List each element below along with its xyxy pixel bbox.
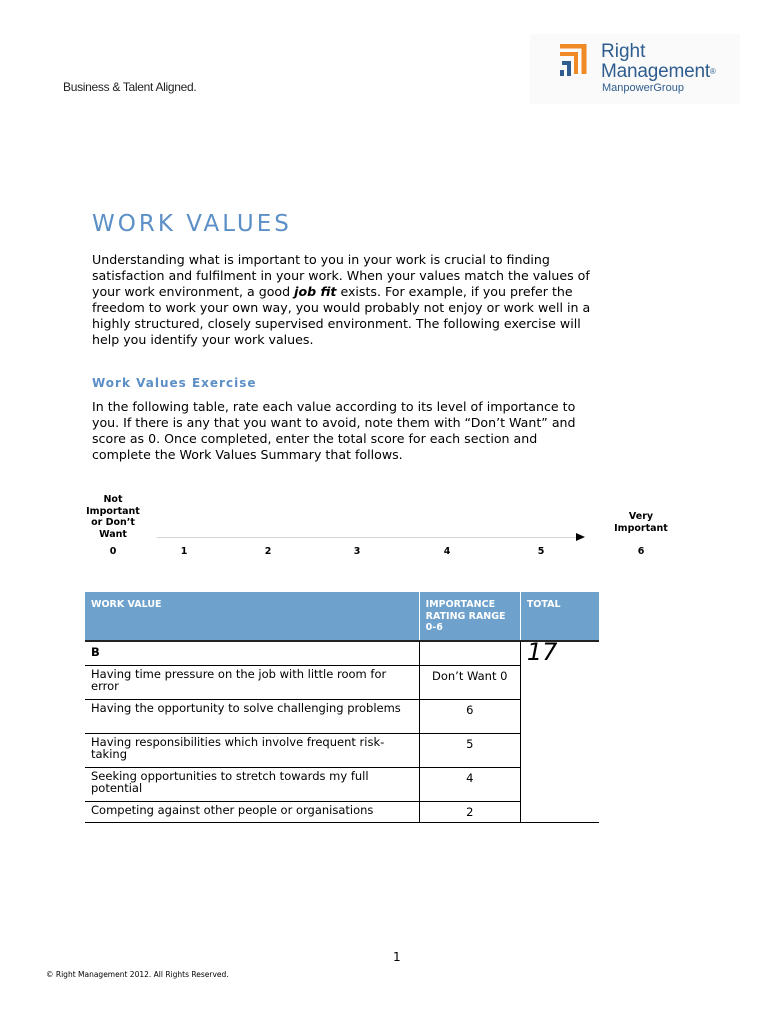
section-row bbox=[85, 641, 599, 666]
scale-arrow-icon bbox=[576, 533, 585, 541]
logo-word-right: Right bbox=[601, 41, 646, 62]
work-value-cell: Seeking opportunities to stretch towards my full potential bbox=[85, 767, 419, 801]
intro-text-before: Understanding what is important to you in your work is crucial to finding satisfaction and fulfilment in your work. When your values match the values of your work environment, a good bbox=[92, 252, 590, 299]
work-values-table bbox=[85, 592, 599, 823]
rating-cell[interactable]: Don’t Want 0 bbox=[419, 665, 520, 699]
intro-emphasis: job fit bbox=[294, 284, 337, 299]
header-total: TOTAL bbox=[520, 592, 599, 641]
scale-low-label: Not Important or Don’t Want bbox=[86, 494, 140, 540]
intro-paragraph bbox=[92, 252, 592, 348]
logo-word-management bbox=[601, 62, 716, 81]
scale-tick-4: 4 bbox=[443, 546, 451, 557]
header-importance-rating: IMPORTANCE RATING RANGE 0-6 bbox=[419, 592, 520, 641]
scale-tick-2: 2 bbox=[264, 546, 272, 557]
scale-high-label: Very Important bbox=[614, 511, 668, 534]
section-rating-cell[interactable] bbox=[419, 641, 520, 666]
logo-manpowergroup: ManpowerGroup bbox=[602, 82, 684, 94]
table-header-row bbox=[85, 592, 599, 641]
scale-tick-5: 5 bbox=[537, 546, 545, 557]
section-label: B bbox=[85, 641, 419, 666]
work-value-cell: Having time pressure on the job with little room for error bbox=[85, 665, 419, 699]
total-value: 17 bbox=[526, 637, 558, 666]
logo-registered-mark: ® bbox=[709, 67, 716, 76]
right-management-logo bbox=[530, 34, 740, 104]
rating-cell[interactable]: 4 bbox=[419, 767, 520, 801]
tagline: Business & Talent Aligned. bbox=[63, 80, 197, 94]
rating-cell[interactable]: 2 bbox=[419, 801, 520, 822]
page-title: WORK VALUES bbox=[92, 211, 292, 237]
scale-tick-6: 6 bbox=[637, 546, 645, 557]
logo-mark-icon bbox=[558, 44, 588, 78]
work-value-cell: Having responsibilities which involve frequent risk-taking bbox=[85, 733, 419, 767]
work-value-cell: Competing against other people or organisations bbox=[85, 801, 419, 822]
intro-text-after: exists. For example, if you prefer the freedom to work your own way, you would probably not enjoy or work well in a highly structured, closely supervised environment. The following exercise will help you identify your work values. bbox=[92, 284, 591, 347]
page-number: 1 bbox=[393, 950, 401, 964]
copyright-notice: © Right Management 2012. All Rights Reserved. bbox=[46, 970, 229, 979]
scale-tick-3: 3 bbox=[353, 546, 361, 557]
exercise-heading: Work Values Exercise bbox=[92, 376, 257, 390]
logo-management-text: Management bbox=[601, 61, 710, 82]
header-work-value: WORK VALUE bbox=[85, 592, 419, 641]
rating-cell[interactable]: 6 bbox=[419, 699, 520, 733]
scale-tick-0: 0 bbox=[109, 546, 117, 557]
exercise-instructions: In the following table, rate each value according to its level of importance to you. If there is any that you want to avoid, note them with “Don’t Want” and score as 0. Once completed, enter the total score for each section and complete the Work Values Summary that follows. bbox=[92, 399, 576, 462]
work-value-cell: Having the opportunity to solve challenging problems bbox=[85, 699, 419, 733]
total-cell[interactable] bbox=[520, 637, 599, 823]
scale-tick-1: 1 bbox=[180, 546, 188, 557]
scale-axis-line bbox=[157, 537, 577, 538]
rating-cell[interactable]: 5 bbox=[419, 733, 520, 767]
